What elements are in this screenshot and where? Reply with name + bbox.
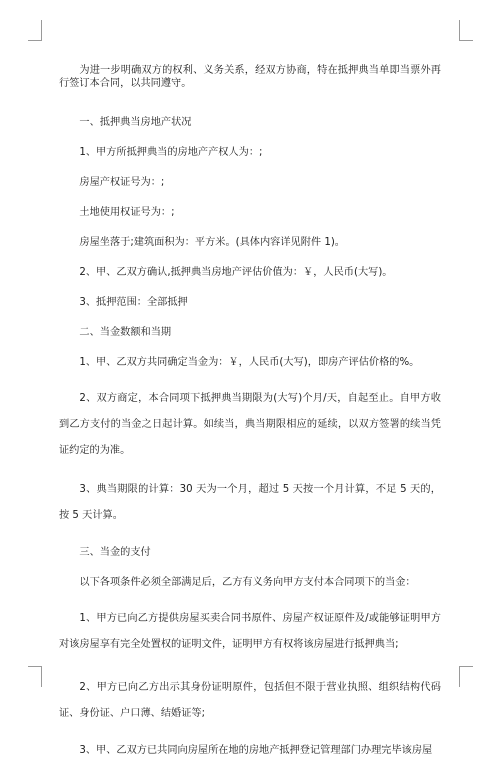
section-heading-amount-term: 二、当金数额和当期 [79,327,172,338]
clause-property-cert: 房屋产权证号为：; [79,177,165,188]
clause-land-cert: 土地使用权证号为：; [79,207,175,218]
section-heading-payment: 三、当金的支付 [79,547,151,558]
corner-crop-mark-top-right [459,20,473,41]
corner-crop-mark-bottom-right [459,666,473,687]
corner-crop-mark-bottom-left [28,666,42,687]
clause-owner: 1、甲方所抵押典当的房地产产权人为：; [79,147,263,158]
clause-location-area: 房屋坐落于;建筑面积为：平方米。(具体内容详见附件 1)。 [79,237,345,248]
clause-condition-1: 1、甲方已向乙方提供房屋买卖合同书原件、房屋产权证原件及/或能够证明甲方对该房屋享有完全处置权的证明文件，证明甲方有权将该房屋进行抵押典当; [59,613,441,650]
clause-pawn-period: 2、双方商定，本合同项下抵押典当期限为(大写)个月/天，自起至止。自甲方收到乙方支付的当金之日起计算。如续当，典当期限相应的延续，以双方签署的续当凭证约定的为准。 [59,393,441,456]
clause-scope: 3、抵押范围：全部抵押 [79,297,188,308]
clause-period-calculation: 3、典当期限的计算：30 天为一个月，超过 5 天按一个月计算，不足 5 天的，按 5 天计算。 [59,484,441,521]
clause-payment-conditions: 以下各项条件必须全部满足后，乙方有义务向甲方支付本合同项下的当金： [79,577,416,588]
section-heading-property: 一、抵押典当房地产状况 [79,117,192,128]
clause-pawn-amount: 1、甲、乙双方共同确定当金为：￥，人民币(大写)，即房产评估价格的%。 [79,357,420,368]
clause-valuation: 2、甲、乙双方确认,抵押典当房地产评估价值为：￥，人民币(大写)。 [79,267,393,278]
clause-condition-2: 2、甲方已向乙方出示其身份证明原件，包括但不限于营业执照、组织结构代码证、身份证、户口薄、结婚证等; [59,682,441,719]
intro-paragraph: 为进一步明确双方的权利、义务关系，经双方协商，特在抵押典当单即当票外再行签订本合同，以共同遵守。 [59,65,441,89]
contract-body [59,64,441,757]
clause-condition-3: 3、甲、乙双方已共同向房屋所在地的房地产抵押登记管理部门办理完毕该房屋 [79,745,433,756]
corner-crop-mark-top-left [28,20,42,41]
